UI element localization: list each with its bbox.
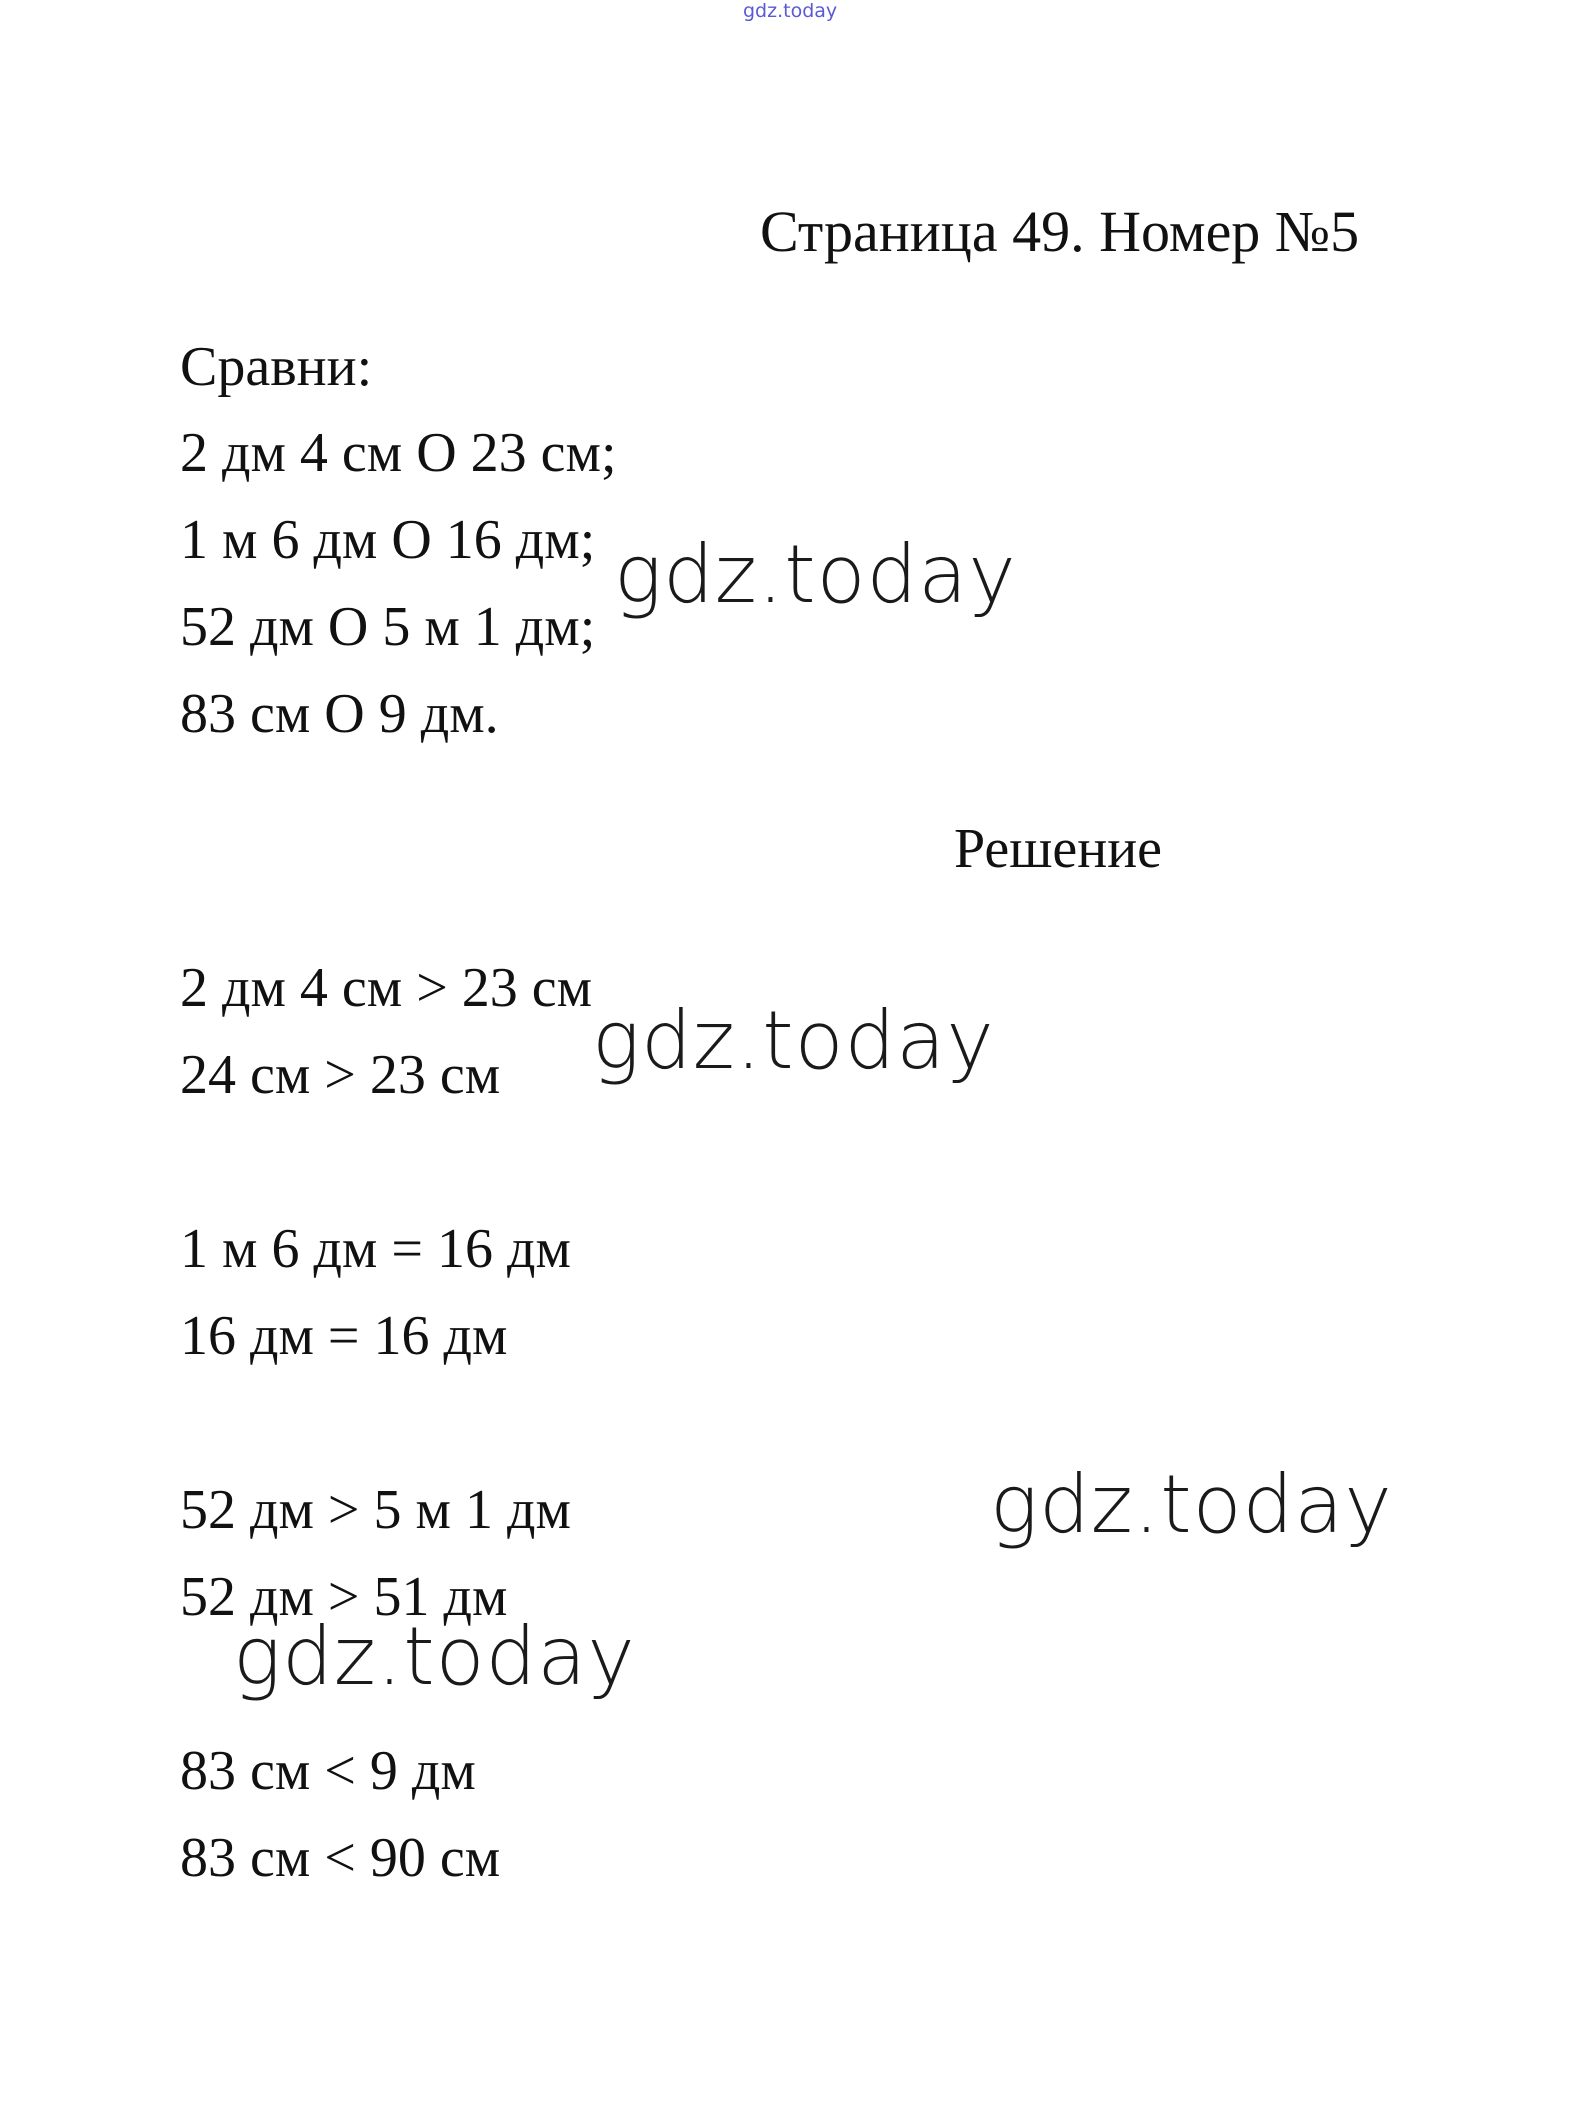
solution-line: 52 дм > 51 дм — [180, 1566, 508, 1628]
task-line: 2 дм 4 см O 23 см; — [180, 422, 617, 484]
top-watermark: gdz.today — [743, 0, 838, 22]
solution-line: 24 см > 23 см — [180, 1044, 501, 1106]
solution-title: Решение — [954, 818, 1163, 880]
task-line: 83 см O 9 дм. — [180, 683, 499, 745]
solution-line: 83 см < 9 дм — [180, 1740, 476, 1802]
watermark: gdz.today — [233, 1610, 636, 1703]
task-line: 1 м 6 дм O 16 дм; — [180, 509, 596, 571]
watermark: gdz.today — [614, 528, 1017, 621]
watermark: gdz.today — [990, 1458, 1393, 1551]
task-prompt: Сравни: — [180, 336, 373, 398]
solution-line: 1 м 6 дм = 16 дм — [180, 1218, 571, 1280]
solution-line: 16 дм = 16 дм — [180, 1305, 508, 1367]
solution-line: 2 дм 4 см > 23 см — [180, 957, 593, 1019]
page-heading: Страница 49. Номер №5 — [760, 199, 1360, 264]
task-line: 52 дм O 5 м 1 дм; — [180, 596, 596, 658]
solution-line: 83 см < 90 см — [180, 1827, 501, 1889]
watermark: gdz.today — [592, 994, 995, 1087]
solution-line: 52 дм > 5 м 1 дм — [180, 1479, 571, 1541]
